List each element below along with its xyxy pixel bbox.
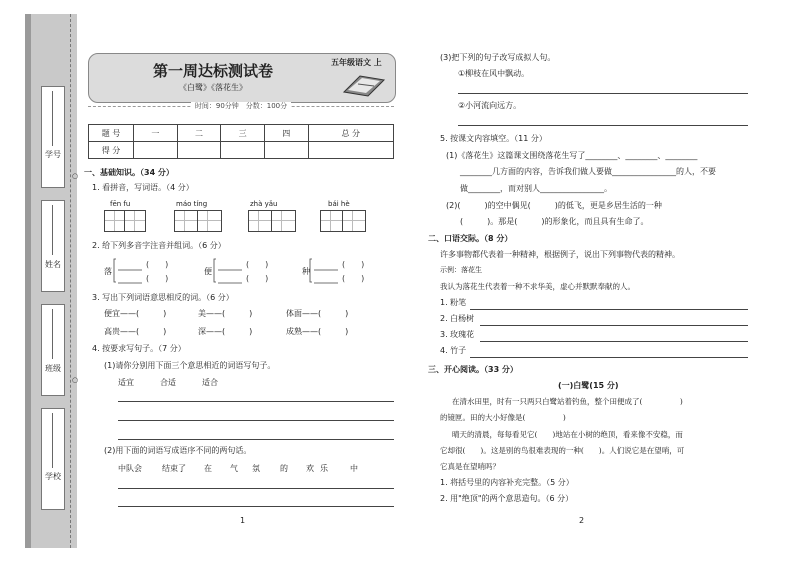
score-cell[interactable] (134, 142, 178, 159)
oral-item: 4. 竹子 (440, 346, 467, 355)
name-label: 姓名 (45, 260, 61, 269)
score-cell[interactable] (177, 142, 221, 159)
table-header-cell: 一 (134, 125, 178, 142)
table-row (89, 142, 394, 159)
word: 结束了 (162, 464, 186, 473)
question-4-3: (3)把下列的句子改写成拟人句。 (440, 53, 556, 62)
word: 在 (204, 464, 212, 473)
passage-title: (一)白鹭(15 分) (558, 381, 619, 390)
pinyin-3: zhà yǎu (250, 200, 278, 208)
question-5: 5. 按课文内容填空。（11 分） (440, 134, 547, 143)
hole-mark: ○ (72, 376, 79, 384)
answer-line[interactable] (480, 341, 748, 342)
question-5-2-line-2: ( )。那是( )的形象化，而且具有生命了。 (460, 217, 649, 226)
table-header-cell: 三 (221, 125, 265, 142)
name-box (41, 200, 65, 292)
question-5-1-line-2: ________几方面的内容，告诉我们做人要做________________的人，不要 (460, 167, 716, 176)
svg-text:( ): ( ) (146, 260, 169, 269)
word: 欢 (306, 464, 314, 473)
answer-line[interactable] (458, 125, 748, 126)
oral-item: 1. 粉笔 (440, 298, 467, 307)
class-box (41, 304, 65, 396)
table-row (89, 125, 394, 142)
question-5-2-line-1: (2)( )的空中偶见( )的低飞，更是乡居生活的一种 (446, 201, 662, 210)
section-3-title: 三、开心阅读。（33 分） (428, 365, 518, 374)
writing-box[interactable] (248, 210, 296, 232)
pinyin-2: máo tíng (176, 200, 208, 208)
word: 合适 (160, 378, 176, 387)
antonym-item[interactable]: 体面——( ) (286, 309, 349, 318)
polyphone-brackets (112, 256, 402, 286)
svg-text:( ): ( ) (342, 260, 365, 269)
school-label: 学校 (45, 472, 61, 481)
reading-question-2: 2. 用"绝顶"的两个意思造句。（6 分） (440, 494, 574, 503)
exam-meta-text: 时间：90分钟 分数：100分 (191, 102, 291, 110)
student-id-label: 学号 (45, 150, 61, 159)
antonym-item[interactable]: 成熟——( ) (286, 327, 349, 336)
question-3: 3. 写出下列词语意思相反的词。（6 分） (92, 293, 234, 302)
reading-question-1: 1. 将括号里的内容补充完整。（5 分） (440, 478, 574, 487)
book-illustration (340, 70, 388, 98)
answer-line[interactable] (470, 309, 748, 310)
answer-line[interactable] (458, 93, 748, 94)
word: 中 (350, 464, 358, 473)
answer-line[interactable] (118, 420, 394, 421)
oral-item: 2. 白杨树 (440, 314, 475, 323)
answer-line[interactable] (118, 488, 394, 489)
word: 氛 (252, 464, 260, 473)
score-cell[interactable] (264, 142, 308, 159)
question-5-1-line-3: 做________，而对别人________________。 (460, 184, 612, 193)
table-header-cell: 二 (177, 125, 221, 142)
svg-text:( ): ( ) (246, 274, 269, 283)
word: 气 (230, 464, 238, 473)
pinyin-4: bái hè (328, 200, 350, 208)
table-header-cell: 四 (264, 125, 308, 142)
antonym-item[interactable]: 高贵——( ) (104, 327, 167, 336)
answer-line[interactable] (118, 506, 394, 507)
word: 中队会 (118, 464, 142, 473)
polyphone-char: 便 (204, 267, 212, 276)
word: 适合 (202, 378, 218, 387)
question-4-3a: ①柳枝在风中飘动。 (458, 69, 530, 78)
page-title: 第一周达标测试卷 (152, 62, 273, 80)
antonym-item[interactable]: 美——( ) (198, 309, 253, 318)
passage-line: 它却很( )。这是别的鸟很难表现的一种( )。人们说它是在望哨，可 (440, 446, 685, 455)
antonym-item[interactable]: 便宜——( ) (104, 309, 167, 318)
word: 适宜 (118, 378, 134, 387)
question-4-2: (2)用下面的词语写成语序不同的两句话。 (104, 446, 252, 455)
question-4-3b: ②小河流向远方。 (458, 101, 522, 110)
binding-dashed-line (70, 14, 72, 548)
question-5-1-line-1: (1)《落花生》这篇课文围绕落花生写了________、________、________ (446, 151, 698, 160)
example-text: 我认为落花生代表着一种不求华美，虚心并默默奉献的人。 (440, 282, 635, 291)
section-2-intro: 许多事物都代表着一种精神，根据例子，说出下列事物代表的精神。 (440, 250, 680, 259)
svg-text:( ): ( ) (146, 274, 169, 283)
polyphone-char: 落 (104, 267, 112, 276)
answer-line[interactable] (480, 325, 748, 326)
table-header-cell: 题 号 (89, 125, 134, 142)
svg-text:( ): ( ) (342, 274, 365, 283)
answer-line[interactable] (470, 357, 748, 358)
student-id-box (41, 86, 65, 188)
class-label: 班级 (45, 364, 61, 373)
section-2-title: 二、口语交际。（8 分） (428, 234, 513, 243)
page-subtitle: 《白鹭》《落花生》 (179, 83, 247, 92)
writing-box[interactable] (174, 210, 222, 232)
question-2: 2. 给下列多音字注音并组词。（6 分） (92, 241, 226, 250)
example-label: 示例：落花生 (440, 266, 482, 274)
pinyin-1: fēn fu (110, 200, 131, 208)
question-4-1: (1)请你分别用下面三个意思相近的词语写句子。 (104, 361, 276, 370)
passage-line: 的镜匣。田的大小好像是( ) (440, 413, 566, 422)
grade-label: 五年级语文 上 (331, 57, 382, 67)
answer-line[interactable] (118, 401, 394, 402)
section-1-title: 一、基础知识。（34 分） (84, 168, 174, 177)
exam-meta (88, 102, 394, 117)
page-number: 2 (579, 516, 585, 525)
answer-line[interactable] (118, 439, 394, 440)
word: 乐 (320, 464, 328, 473)
question-1: 1. 看拼音，写词语。（4 分） (92, 183, 194, 192)
passage-line: 晴天的清晨，每每看见它( )地站在小树的绝顶，看来像不安稳，而 (452, 430, 683, 439)
school-box (41, 408, 65, 510)
table-row-label: 得 分 (89, 142, 134, 159)
polyphone-char: 种 (302, 267, 310, 276)
question-4: 4. 按要求写句子。（7 分） (92, 344, 186, 353)
passage-line: 它真是在望哨吗？ (440, 462, 500, 471)
hole-mark: ○ (72, 172, 79, 180)
writing-box[interactable] (104, 210, 146, 232)
word: 的 (280, 464, 288, 473)
passage-line: 在清水田里，时有一只两只白鹭站着钓鱼，整个田便成了( ) (452, 397, 683, 406)
score-cell[interactable] (308, 142, 394, 159)
svg-text:( ): ( ) (246, 260, 269, 269)
page-number: 1 (240, 516, 246, 525)
score-cell[interactable] (221, 142, 265, 159)
oral-item: 3. 玫瑰花 (440, 330, 475, 339)
score-table (88, 124, 394, 159)
sidebar-strip (25, 14, 31, 548)
writing-box[interactable] (320, 210, 366, 232)
antonym-item[interactable]: 深——( ) (198, 327, 253, 336)
table-header-cell: 总 分 (308, 125, 394, 142)
